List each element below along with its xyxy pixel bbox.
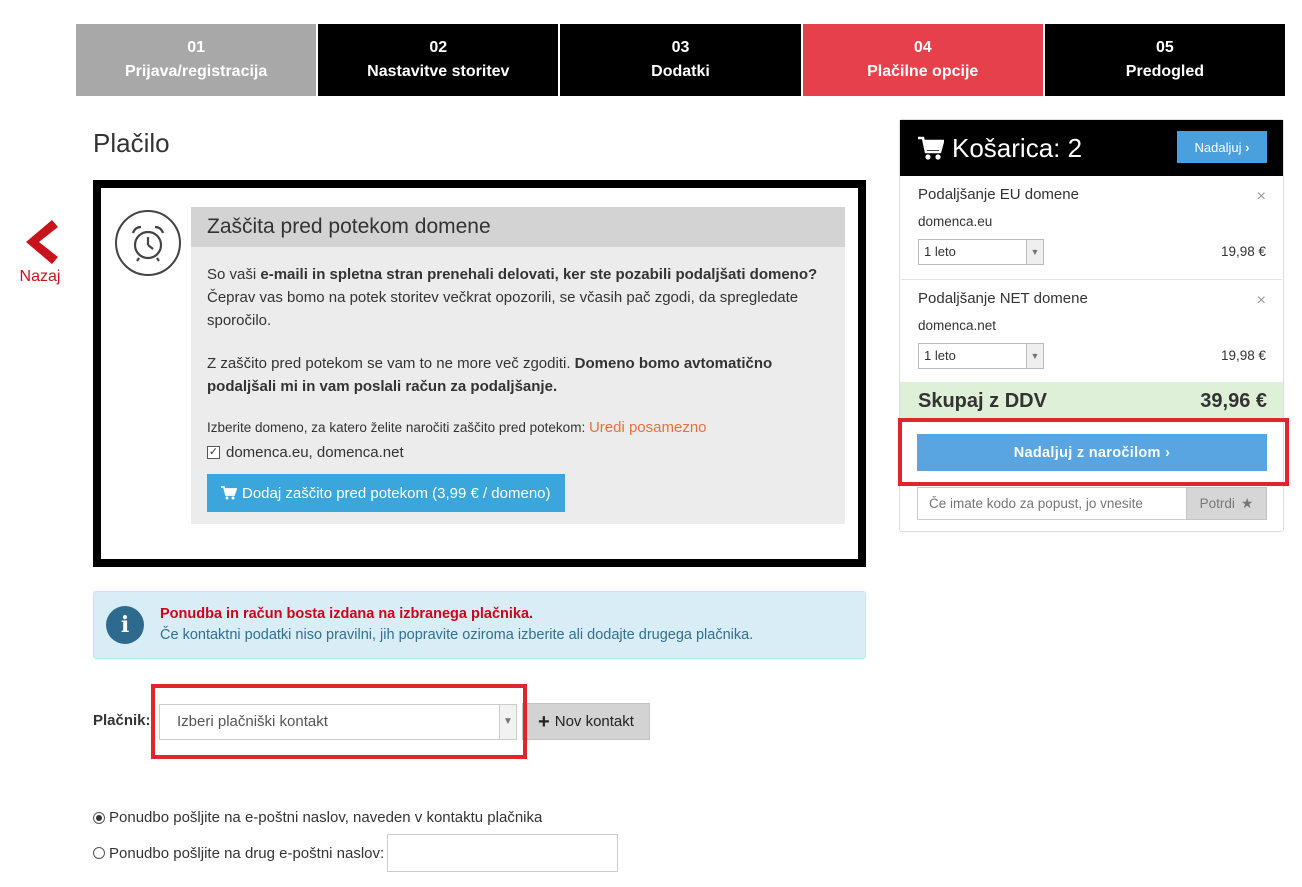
expiry-protection-box <box>93 180 866 567</box>
protection-paragraph-2: Z zaščito pred potekom se vam to ne more več zgoditi. Domeno bomo avtomatično podaljšali mi in vam poslali račun za podaljšanje. <box>207 355 773 395</box>
step-preview[interactable] <box>1045 24 1285 96</box>
protection-panel <box>191 207 845 524</box>
chevron-down-icon: ▼ <box>1026 240 1043 264</box>
step-number: 04 <box>913 39 932 56</box>
plus-icon: + <box>538 710 550 733</box>
back-label: Nazaj <box>19 268 61 285</box>
cart-item-price: 19,98 € <box>1220 244 1266 259</box>
cart-total-value: 39,96 € <box>1200 389 1267 412</box>
payer-label: Plačnik: <box>93 712 151 729</box>
payer-select-value: Izberi plačniški kontakt <box>177 713 328 730</box>
chevron-right-icon: › <box>1245 139 1250 155</box>
cart-item-name: Podaljšanje EU domene <box>918 186 1079 203</box>
chevron-left-icon <box>22 218 58 266</box>
step-number: 03 <box>671 39 690 56</box>
chevron-right-icon: › <box>1165 444 1171 461</box>
cart-item <box>901 176 1282 280</box>
info-icon: i <box>106 606 144 644</box>
info-strong-text: Ponudba in račun bosta izdana na izbranega plačnika. <box>160 606 534 622</box>
step-payment-options[interactable] <box>803 24 1045 96</box>
cart-panel <box>899 119 1284 532</box>
cart-icon <box>918 135 944 161</box>
cart-item-price: 19,98 € <box>1220 348 1266 363</box>
step-label: Prijava/registracija <box>124 63 268 80</box>
cart-item-name: Podaljšanje NET domene <box>918 290 1088 307</box>
chevron-down-icon: ▼ <box>1026 344 1043 368</box>
step-number: 01 <box>187 39 205 56</box>
cart-continue-button[interactable]: Nadaljuj › <box>1177 131 1267 163</box>
step-service-settings[interactable] <box>318 24 560 96</box>
other-email-input[interactable] <box>387 834 618 872</box>
step-addons[interactable] <box>560 24 802 96</box>
cart-item-domain: domenca.net <box>918 318 997 333</box>
star-icon: ★ <box>1240 495 1254 511</box>
payer-contact-select[interactable] <box>159 704 517 740</box>
coupon-input[interactable] <box>917 487 1187 520</box>
protection-heading: Zaščita pred potekom domene <box>191 207 845 247</box>
checkout-steps <box>76 24 1285 96</box>
cart-item-domain: domenca.eu <box>918 214 993 229</box>
cart-total <box>900 382 1283 420</box>
payer-info-alert <box>93 591 866 659</box>
info-text: Če kontaktni podatki niso pravilni, jih popravite oziroma izberite ali dodajte drugega plačnika. <box>160 627 754 643</box>
domains-checkbox[interactable]: ✓ <box>208 446 219 458</box>
cart-icon <box>221 486 237 500</box>
step-label: Dodatki <box>651 63 710 80</box>
step-login[interactable] <box>76 24 318 96</box>
delivery-option-payer-email: Ponudbo pošljite na e-poštni naslov, naveden v kontaktu plačnika <box>93 809 542 826</box>
cart-item-period-select[interactable]: 1 leto ▼ <box>918 343 1044 369</box>
continue-order-button[interactable]: Nadaljuj z naročilom › <box>917 434 1267 471</box>
remove-icon[interactable]: × <box>1256 188 1266 205</box>
new-contact-button[interactable]: + Nov kontakt <box>522 703 650 740</box>
remove-icon[interactable]: × <box>1256 292 1266 309</box>
step-number: 05 <box>1156 39 1174 56</box>
page-title: Plačilo <box>93 128 170 158</box>
edit-individually-link[interactable]: Uredi posamezno <box>588 419 707 436</box>
choose-domain-text: Izberite domeno, za katero želite naročiti zaščito pred potekom: Uredi posamezno <box>207 419 707 436</box>
step-number: 02 <box>429 39 448 56</box>
protection-paragraph-1: So vaši e-maili in spletna stran prenehali delovati, ker ste pozabili podaljšati domeno? Čeprav vas bomo na potek storitev večkrat opozorili, se včasih pač zgodi, da spregledate sporočilo. <box>207 266 818 329</box>
back-button[interactable] <box>14 218 66 286</box>
cart-item <box>901 280 1282 384</box>
selected-domains: domenca.eu, domenca.net <box>226 444 404 461</box>
step-label: Predogled <box>1125 63 1205 80</box>
step-label: Plačilne opcije <box>867 63 979 80</box>
cart-item-period-select[interactable]: 1 leto ▼ <box>918 239 1044 265</box>
add-protection-button[interactable]: Dodaj zaščito pred potekom (3,99 € / domeno) <box>207 474 565 512</box>
chevron-down-icon: ▼ <box>499 705 516 739</box>
step-label: Nastavitve storitev <box>367 63 510 80</box>
cart-total-label: Skupaj z DDV <box>918 389 1047 412</box>
coupon-confirm-button[interactable]: Potrdi ★ <box>1186 487 1267 520</box>
radio-other-email[interactable] <box>93 847 105 859</box>
delivery-option-other-email: Ponudbo pošljite na drug e-poštni naslov: <box>93 834 618 872</box>
alarm-clock-icon <box>115 210 181 276</box>
radio-payer-email[interactable] <box>93 812 105 824</box>
cart-title: Košarica: 2 <box>952 132 1083 163</box>
